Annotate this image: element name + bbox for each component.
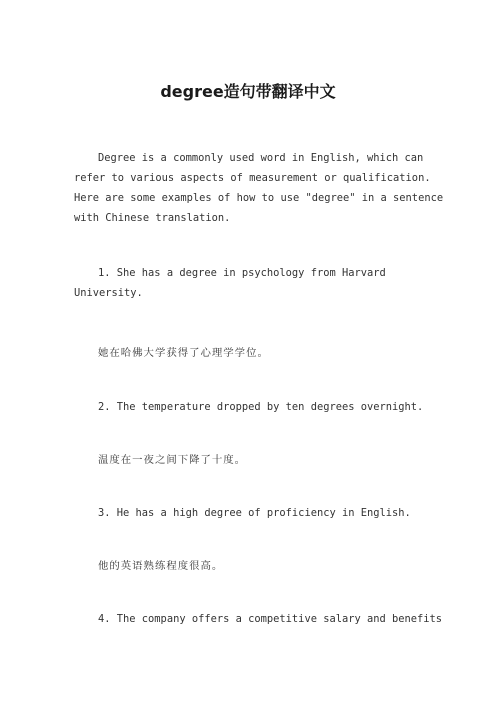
example-line: 3. He has a high degree of proficiency in English. [98, 507, 411, 519]
example-line: 2. The temperature dropped by ten degrees overnight. [98, 401, 424, 413]
intro-line: refer to various aspects of measurement or qualification. [74, 172, 431, 184]
intro-line: Here are some examples of how to use "degree" in a sentence [74, 192, 444, 204]
example-1-chinese [74, 343, 434, 363]
intro-line: with Chinese translation. [74, 212, 231, 224]
intro-paragraph [74, 148, 444, 228]
example-2-english [74, 397, 434, 417]
document-title: degree造句带翻译中文 [160, 82, 336, 101]
example-line: 4. The company offers a competitive salary and benefits [98, 613, 443, 625]
example-4-english [74, 609, 443, 629]
intro-line: Degree is a commonly used word in English, which can [98, 152, 424, 164]
translation-line: 他的英语熟练程度很高。 [98, 560, 224, 572]
example-line: University. [74, 287, 143, 299]
example-3-chinese [74, 556, 434, 576]
example-line: 1. She has a degree in psychology from Harvard [98, 267, 386, 279]
example-1-english [74, 263, 434, 303]
translation-line: 温度在一夜之间下降了十度。 [98, 454, 247, 466]
example-3-english [74, 503, 434, 523]
translation-line: 她在哈佛大学获得了心理学学位。 [98, 347, 269, 359]
example-2-chinese [74, 450, 434, 470]
